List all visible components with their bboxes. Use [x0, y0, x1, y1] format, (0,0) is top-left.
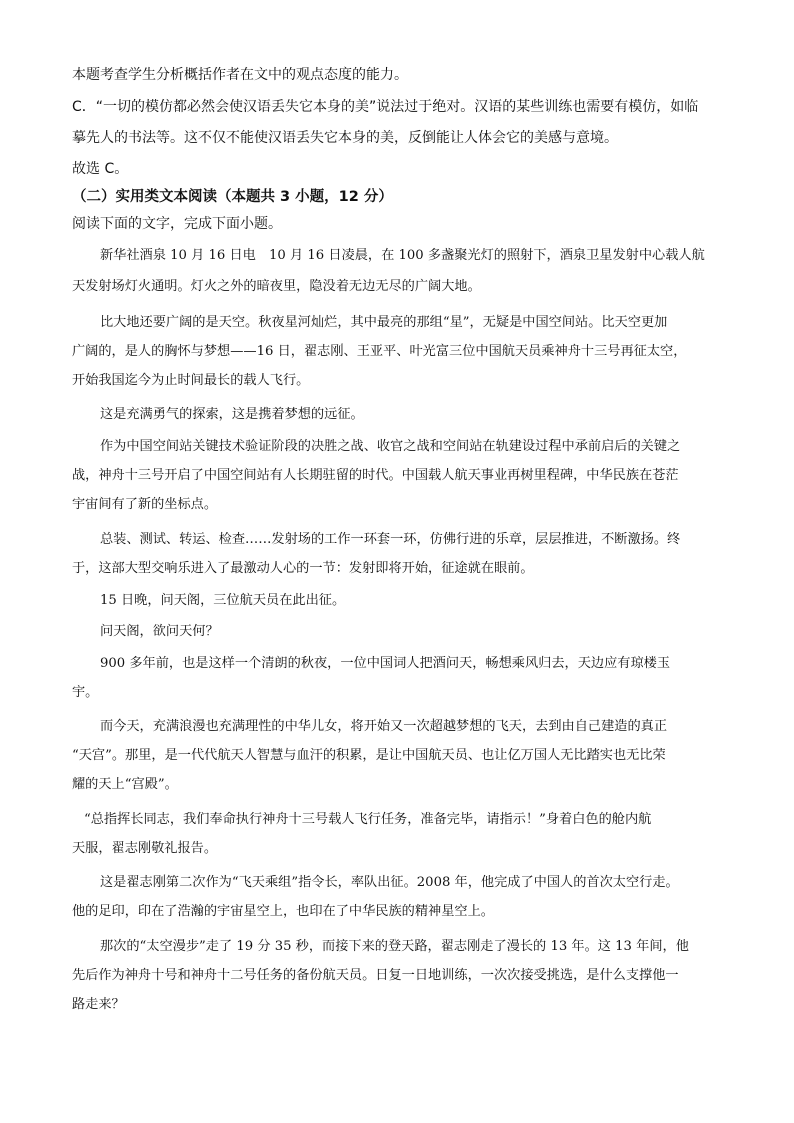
reading-instruction: 阅读下面的文字，完成下面小题。 — [72, 216, 282, 232]
article-line: 战，神舟十三号开启了中国空间站有人长期驻留的时代。中国载人航天事业再树里程碑，中华民族在苍茫 — [72, 468, 679, 483]
article-line: 开始我国迄今为止时间最长的载人飞行。 — [72, 373, 310, 388]
article-line: 宇宙间有了新的坐标点。 — [72, 497, 218, 512]
article-line: 比大地还要广阔的是天空。秋夜星河灿烂，其中最亮的那组“星”，无疑是中国空间站。比天空更加 — [100, 315, 668, 330]
article-line: 而今天，充满浪漫也充满理性的中华儿女，将开始又一次超越梦想的飞天，去到由自己建造的真正 — [100, 719, 668, 734]
article-line: 15 日晚，问天阁，三位航天员在此出征。 — [100, 593, 346, 608]
article-line: 那次的“太空漫步”走了 19 分 35 秒，而接下来的登天路，翟志刚走了漫长的 13 年。这 13 年间，他 — [100, 939, 689, 954]
answer-analysis-line: 本题考查学生分析概括作者在文中的观点态度的能力。 — [72, 67, 408, 83]
answer-option-c-continuation: 摹先人的书法等。这不仅不能使汉语丢失它本身的美，反倒能让人体会它的美感与意境。 — [72, 130, 618, 146]
article-line: 宇。 — [72, 685, 99, 700]
article-line: 900 多年前，也是这样一个清朗的秋夜，一位中国词人把酒问天，畅想乘风归去，天边应有琼楼玉 — [100, 656, 671, 671]
article-line: 天服，翟志刚敬礼报告。 — [72, 841, 218, 856]
article-line: 问天阁，欲问天何？ — [100, 624, 219, 639]
article-line: 路走来？ — [72, 997, 125, 1012]
article-line: 天发射场灯火通明。灯火之外的暗夜里，隐没着无边无尽的广阔大地。 — [72, 279, 481, 294]
article-line: 总装、测试、转运、检查……发射场的工作一环套一环，仿佛行进的乐章，层层推进，不断激扬。终 — [100, 532, 681, 547]
article-line: 新华社酒泉 10 月 16 日电 10 月 16 日凌晨，在 100 多盏聚光灯的照射下，酒泉卫星发射中心载人航 — [100, 248, 705, 263]
article-line: 作为中国空间站关键技术验证阶段的决胜之战、收官之战和空间站在轨建设过程中承前启后的关键之 — [100, 439, 681, 454]
article-line: 他的足印，印在了浩瀚的宇宙星空上，也印在了中华民族的精神星空上。 — [72, 904, 494, 919]
article-line: 耀的天上“宫殿”。 — [72, 777, 178, 792]
article-line: “总指挥长同志，我们奉命执行神舟十三号载人飞行任务，准备完毕，请指示！”身着白色的舱内航 — [84, 812, 652, 827]
section-heading: （二）实用类文本阅读（本题共 3 小题，12 分） — [72, 189, 393, 205]
answer-choice-line: 故选 C。 — [72, 161, 129, 177]
article-line: 先后作为神舟十号和神舟十二号任务的备份航天员。日复一日地训练，一次次接受挑选，是什么支撑他一 — [72, 968, 679, 983]
article-line: 这是充满勇气的探索，这是携着梦想的远征。 — [100, 407, 364, 422]
article-line: 这是翟志刚第二次作为“飞天乘组”指令长，率队出征。2008 年，他完成了中国人的首次太空行走。 — [100, 875, 679, 890]
article-line: “天宫”。那里，是一代代航天人智慧与血汗的积累，是让中国航天员、也让亿万国人无比踏实也无比荣 — [72, 748, 666, 763]
answer-option-c-line: C．“一切的模仿都必然会使汉语丢失它本身的美”说法过于绝对。汉语的某些训练也需要有模仿，如临 — [72, 99, 699, 115]
article-line: 广阔的，是人的胸怀与梦想——16 日，翟志刚、王亚平、叶光富三位中国航天员乘神舟十三号再征太空， — [72, 344, 687, 359]
article-line: 于，这部大型交响乐进入了最激动人心的一节：发射即将开始，征途就在眼前。 — [72, 561, 534, 576]
